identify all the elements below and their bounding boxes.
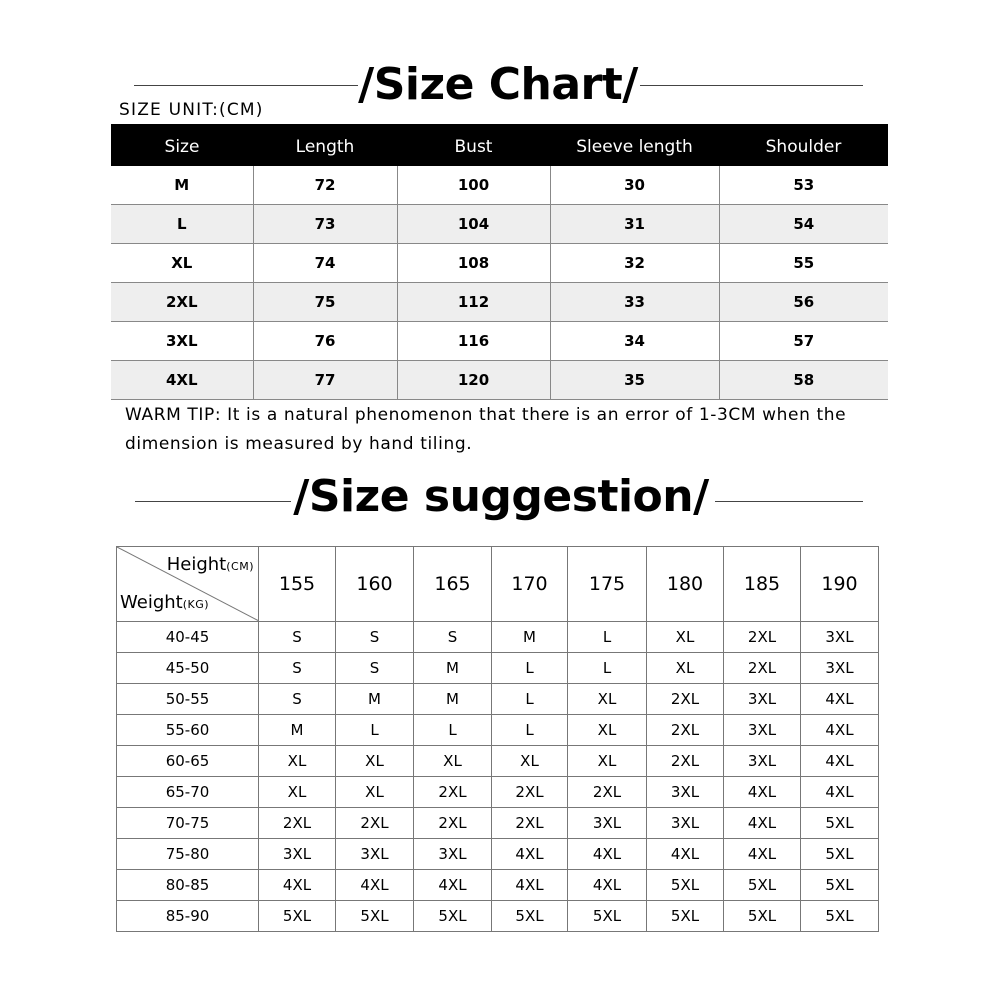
size-chart-cell: 76 (253, 322, 397, 361)
size-chart-cell: 75 (253, 283, 397, 322)
size-chart-cell: 2XL (111, 283, 253, 322)
suggested-size-cell: L (492, 653, 568, 684)
size-chart-cell: M (111, 166, 253, 205)
size-chart-row (111, 361, 888, 400)
suggested-size-cell: M (336, 684, 414, 715)
suggested-size-cell: 4XL (259, 870, 336, 901)
height-label: Height (166, 554, 227, 575)
height-column-header: 170 (492, 547, 568, 622)
height-weight-corner-cell (117, 547, 259, 622)
weight-range-cell: 70-75 (117, 808, 259, 839)
suggested-size-cell: L (568, 653, 647, 684)
size-chart-row (111, 244, 888, 283)
size-suggestion-table (116, 546, 879, 932)
weight-range-cell: 50-55 (117, 684, 259, 715)
height-column-header: 155 (259, 547, 336, 622)
suggestion-row (117, 746, 879, 777)
suggestion-title-rule-left (135, 501, 291, 502)
weight-unit: (KG) (182, 598, 210, 611)
suggested-size-cell: 2XL (647, 715, 724, 746)
suggested-size-cell: 3XL (801, 653, 879, 684)
size-chart-cell: 56 (719, 283, 888, 322)
suggested-size-cell: S (259, 622, 336, 653)
suggested-size-cell: S (259, 684, 336, 715)
suggested-size-cell: M (492, 622, 568, 653)
suggested-size-cell: 5XL (801, 839, 879, 870)
weight-range-cell: 45-50 (117, 653, 259, 684)
suggested-size-cell: 4XL (492, 870, 568, 901)
suggested-size-cell: 5XL (259, 901, 336, 932)
size-chart-cell: 55 (719, 244, 888, 283)
suggested-size-cell: 4XL (647, 839, 724, 870)
suggested-size-cell: 4XL (568, 870, 647, 901)
suggested-size-cell: XL (647, 653, 724, 684)
size-chart-cell: 54 (719, 205, 888, 244)
suggested-size-cell: L (336, 715, 414, 746)
suggested-size-cell: S (414, 622, 492, 653)
suggested-size-cell: XL (336, 746, 414, 777)
size-chart-cell: 34 (550, 322, 719, 361)
size-chart-cell: 33 (550, 283, 719, 322)
suggested-size-cell: 4XL (336, 870, 414, 901)
suggested-size-cell: 4XL (492, 839, 568, 870)
size-chart-cell: 116 (397, 322, 550, 361)
suggestion-header-row (117, 547, 879, 622)
suggested-size-cell: 3XL (724, 746, 801, 777)
suggested-size-cell: 2XL (724, 653, 801, 684)
size-chart-cell: 31 (550, 205, 719, 244)
suggestion-row (117, 839, 879, 870)
size-chart-table (111, 124, 888, 400)
suggested-size-cell: 4XL (414, 870, 492, 901)
size-chart-cell: 58 (719, 361, 888, 400)
suggestion-row (117, 715, 879, 746)
suggested-size-cell: 5XL (492, 901, 568, 932)
suggested-size-cell: 2XL (492, 777, 568, 808)
size-chart-cell: 74 (253, 244, 397, 283)
size-chart-cell: 108 (397, 244, 550, 283)
suggested-size-cell: 3XL (801, 622, 879, 653)
suggested-size-cell: 3XL (414, 839, 492, 870)
weight-range-cell: 85-90 (117, 901, 259, 932)
weight-range-cell: 40-45 (117, 622, 259, 653)
size-chart-cell: 104 (397, 205, 550, 244)
size-chart-cell: 53 (719, 166, 888, 205)
suggested-size-cell: XL (568, 746, 647, 777)
suggested-size-cell: S (336, 622, 414, 653)
suggested-size-cell: 5XL (336, 901, 414, 932)
suggestion-row (117, 653, 879, 684)
suggested-size-cell: 3XL (647, 777, 724, 808)
suggestion-row (117, 870, 879, 901)
suggested-size-cell: 3XL (259, 839, 336, 870)
height-unit: (CM) (226, 560, 254, 573)
suggested-size-cell: 4XL (724, 839, 801, 870)
suggested-size-cell: 5XL (647, 870, 724, 901)
weight-label: Weight (120, 592, 183, 613)
suggested-size-cell: 4XL (724, 777, 801, 808)
suggested-size-cell: M (414, 684, 492, 715)
size-chart-cell: 57 (719, 322, 888, 361)
suggested-size-cell: XL (492, 746, 568, 777)
suggested-size-cell: 2XL (568, 777, 647, 808)
column-header-shoulder: Shoulder (719, 124, 888, 166)
suggested-size-cell: 4XL (801, 684, 879, 715)
suggested-size-cell: 5XL (801, 808, 879, 839)
size-chart-row (111, 322, 888, 361)
column-header-length: Length (253, 124, 397, 166)
suggested-size-cell: 3XL (568, 808, 647, 839)
height-axis-label (167, 554, 254, 575)
column-header-bust: Bust (397, 124, 550, 166)
suggested-size-cell: 3XL (647, 808, 724, 839)
size-chart-cell: 72 (253, 166, 397, 205)
height-column-header: 180 (647, 547, 724, 622)
suggested-size-cell: 2XL (724, 622, 801, 653)
suggested-size-cell: 5XL (647, 901, 724, 932)
suggested-size-cell: 4XL (801, 746, 879, 777)
suggested-size-cell: S (336, 653, 414, 684)
suggested-size-cell: 2XL (647, 684, 724, 715)
size-chart-cell: 73 (253, 205, 397, 244)
suggestion-row (117, 777, 879, 808)
weight-range-cell: 55-60 (117, 715, 259, 746)
suggested-size-cell: XL (568, 715, 647, 746)
suggested-size-cell: S (259, 653, 336, 684)
size-chart-cell: 35 (550, 361, 719, 400)
size-chart-cell: 4XL (111, 361, 253, 400)
suggestion-row (117, 684, 879, 715)
size-chart-row (111, 283, 888, 322)
suggested-size-cell: 4XL (724, 808, 801, 839)
suggested-size-cell: L (414, 715, 492, 746)
suggestion-row (117, 808, 879, 839)
suggested-size-cell: XL (568, 684, 647, 715)
suggested-size-cell: 5XL (801, 901, 879, 932)
weight-axis-label (120, 592, 209, 613)
column-header-size: Size (111, 124, 253, 166)
suggestion-row (117, 622, 879, 653)
size-chart-cell: 120 (397, 361, 550, 400)
suggested-size-cell: 2XL (492, 808, 568, 839)
size-chart-cell: 32 (550, 244, 719, 283)
suggested-size-cell: 4XL (568, 839, 647, 870)
column-header-sleeve-length: Sleeve length (550, 124, 719, 166)
weight-range-cell: 80-85 (117, 870, 259, 901)
size-chart-row (111, 205, 888, 244)
chart-title-rule-left (134, 85, 358, 86)
suggested-size-cell: 3XL (724, 684, 801, 715)
suggested-size-cell: 5XL (724, 870, 801, 901)
suggested-size-cell: 2XL (414, 808, 492, 839)
warm-tip: WARM TIP: It is a natural phenomenon that there is an error of 1-3CM when the dimension is measured by hand tiling. (125, 405, 847, 454)
size-chart-cell: 100 (397, 166, 550, 205)
chart-title-rule-right (640, 85, 863, 86)
suggested-size-cell: 5XL (414, 901, 492, 932)
size-chart-header-row (111, 124, 888, 166)
suggested-size-cell: 3XL (336, 839, 414, 870)
size-chart-cell: 30 (550, 166, 719, 205)
suggested-size-cell: 2XL (336, 808, 414, 839)
height-column-header: 185 (724, 547, 801, 622)
height-column-header: 160 (336, 547, 414, 622)
suggested-size-cell: L (492, 715, 568, 746)
size-chart-cell: 112 (397, 283, 550, 322)
size-chart-cell: XL (111, 244, 253, 283)
suggested-size-cell: 2XL (414, 777, 492, 808)
suggested-size-cell: XL (336, 777, 414, 808)
size-chart-cell: 3XL (111, 322, 253, 361)
suggested-size-cell: M (414, 653, 492, 684)
suggested-size-cell: XL (647, 622, 724, 653)
suggested-size-cell: XL (259, 777, 336, 808)
suggested-size-cell: 4XL (801, 777, 879, 808)
weight-range-cell: 75-80 (117, 839, 259, 870)
suggested-size-cell: XL (259, 746, 336, 777)
weight-range-cell: 60-65 (117, 746, 259, 777)
size-chart-cell: 77 (253, 361, 397, 400)
height-column-header: 175 (568, 547, 647, 622)
size-unit-label: SIZE UNIT:(CM) (119, 100, 264, 120)
suggested-size-cell: 3XL (724, 715, 801, 746)
size-suggestion-title: /Size suggestion/ (293, 471, 709, 522)
suggested-size-cell: 5XL (724, 901, 801, 932)
suggested-size-cell: 5XL (568, 901, 647, 932)
suggested-size-cell: L (492, 684, 568, 715)
suggestion-row (117, 901, 879, 932)
suggested-size-cell: 5XL (801, 870, 879, 901)
size-chart-cell: L (111, 205, 253, 244)
suggested-size-cell: 4XL (801, 715, 879, 746)
suggested-size-cell: 2XL (647, 746, 724, 777)
suggested-size-cell: 2XL (259, 808, 336, 839)
suggested-size-cell: XL (414, 746, 492, 777)
height-column-header: 190 (801, 547, 879, 622)
suggested-size-cell: L (568, 622, 647, 653)
weight-range-cell: 65-70 (117, 777, 259, 808)
suggested-size-cell: M (259, 715, 336, 746)
size-chart-row (111, 166, 888, 205)
height-column-header: 165 (414, 547, 492, 622)
suggestion-title-rule-right (715, 501, 863, 502)
size-chart-title: /Size Chart/ (358, 59, 638, 110)
